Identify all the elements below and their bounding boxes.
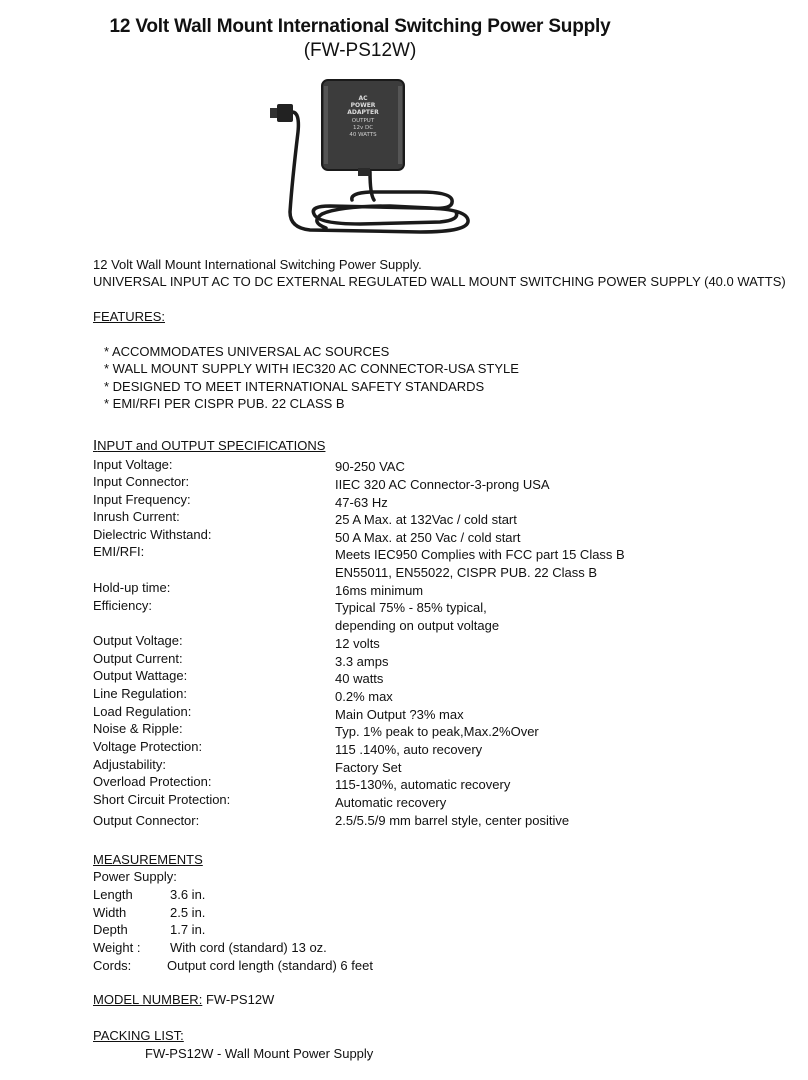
spec-value-continued: EN55011, EN55022, CISPR PUB. 22 Class B: [335, 565, 598, 580]
spec-value: 115 .140%, auto recovery: [335, 742, 483, 757]
measurements-heading: MEASUREMENTS: [93, 852, 203, 867]
spec-label: Output Connector:: [93, 813, 200, 828]
feature-item: * WALL MOUNT SUPPLY WITH IEC320 AC CONNECTOR-USA STYLE: [104, 361, 519, 376]
specs-heading: [93, 437, 325, 454]
measurement-label: Length: [93, 887, 133, 902]
label-line-5: 12v DC: [352, 125, 374, 131]
spec-label: Output Wattage:: [93, 668, 188, 683]
spec-label: Hold-up time:: [93, 580, 171, 595]
feature-item: * ACCOMMODATES UNIVERSAL AC SOURCES: [104, 344, 390, 359]
model-number-line: [93, 991, 274, 1008]
spec-label: Adjustability:: [93, 757, 166, 772]
spec-value: Factory Set: [335, 760, 402, 775]
spec-value: Meets IEC950 Complies with FCC part 15 Class B: [335, 547, 625, 562]
feature-item: * EMI/RFI PER CISPR PUB. 22 CLASS B: [104, 396, 345, 411]
intro-line-2: UNIVERSAL INPUT AC TO DC EXTERNAL REGULATED WALL MOUNT SWITCHING POWER SUPPLY (40.0 WATTS): [93, 274, 786, 289]
specs-heading-initial: I: [93, 437, 98, 454]
spec-value: 12 volts: [335, 636, 380, 651]
spec-value: Main Output ?3% max: [335, 707, 464, 722]
measurement-value: With cord (standard) 13 oz.: [170, 940, 327, 955]
measurement-label: Depth: [93, 922, 128, 937]
measurement-label: Weight :: [93, 940, 141, 955]
spec-value: 115-130%, automatic recovery: [335, 777, 511, 792]
model-subtitle: (FW-PS12W): [303, 40, 417, 61]
feature-item: * DESIGNED TO MEET INTERNATIONAL SAFETY STANDARDS: [104, 379, 485, 394]
model-number-value: FW-PS12W: [205, 992, 275, 1007]
specs-heading-rest: NPUT and OUTPUT SPECIFICATIONS: [97, 438, 326, 453]
plug-tip: [270, 108, 278, 118]
label-line-2: POWER: [350, 102, 376, 109]
model-number-label: MODEL NUMBER:: [93, 992, 203, 1007]
spec-label: Overload Protection:: [93, 774, 212, 789]
spec-value: Automatic recovery: [335, 795, 447, 810]
spec-label: Noise & Ripple:: [93, 721, 183, 736]
measurements-subheading: Power Supply:: [93, 869, 177, 884]
spec-label: Inrush Current:: [93, 509, 180, 524]
label-line-3: ADAPTER: [347, 109, 379, 116]
plug-barrel: [277, 104, 293, 122]
spec-value-continued: depending on output voltage: [335, 618, 500, 633]
spec-label: Input Connector:: [93, 474, 190, 489]
label-line-4: OUTPUT: [351, 118, 375, 124]
spec-label: Efficiency:: [93, 598, 153, 613]
measurement-label: Width: [93, 905, 127, 920]
spec-label: Input Frequency:: [93, 492, 191, 507]
label-line-6: 40 WATTS: [349, 132, 377, 138]
spec-label: Line Regulation:: [93, 686, 187, 701]
packing-list-heading: PACKING LIST:: [93, 1028, 184, 1043]
spec-label: Short Circuit Protection:: [93, 792, 231, 807]
measurement-value: 2.5 in.: [170, 905, 206, 920]
features-heading: FEATURES:: [93, 309, 165, 324]
spec-value: 25 A Max. at 132Vac / cold start: [335, 512, 517, 527]
spec-value: 0.2% max: [335, 689, 393, 704]
measurement-value: 3.6 in.: [170, 887, 206, 902]
spec-value: Typical 75% - 85% typical,: [335, 600, 487, 615]
spec-label: Dielectric Withstand:: [93, 527, 212, 542]
spec-label: Output Current:: [93, 651, 183, 666]
spec-value: 40 watts: [335, 671, 384, 686]
spec-label: EMI/RFI:: [93, 544, 145, 559]
intro-line-1: 12 Volt Wall Mount International Switching Power Supply.: [93, 257, 422, 272]
measurement-value: 1.7 in.: [170, 922, 206, 937]
spec-label: Voltage Protection:: [93, 739, 203, 754]
spec-label: Input Voltage:: [93, 457, 173, 472]
cord-strain-relief: [358, 168, 370, 176]
spec-label: Output Voltage:: [93, 633, 183, 648]
packing-list-item: FW-PS12W - Wall Mount Power Supply: [145, 1046, 374, 1061]
spec-value: 16ms minimum: [335, 583, 424, 598]
spec-label: Load Regulation:: [93, 704, 192, 719]
power-adapter-icon: [270, 72, 480, 244]
spec-value: 47-63 Hz: [335, 495, 388, 510]
spec-value: 2.5/5.5/9 mm barrel style, center positive: [335, 813, 570, 828]
spec-value: Typ. 1% peak to peak,Max.2%Over: [335, 724, 539, 739]
page-title: 12 Volt Wall Mount International Switching Power Supply: [109, 16, 611, 37]
spec-value: 50 A Max. at 250 Vac / cold start: [335, 530, 521, 545]
spec-value: 3.3 amps: [335, 654, 389, 669]
measurement-value: Output cord length (standard) 6 feet: [167, 958, 373, 973]
spec-value: IIEC 320 AC Connector-3-prong USA: [335, 477, 550, 492]
label-line-1: AC: [358, 95, 368, 102]
measurement-label: Cords:: [93, 958, 132, 973]
spec-value: 90-250 VAC: [335, 459, 405, 474]
